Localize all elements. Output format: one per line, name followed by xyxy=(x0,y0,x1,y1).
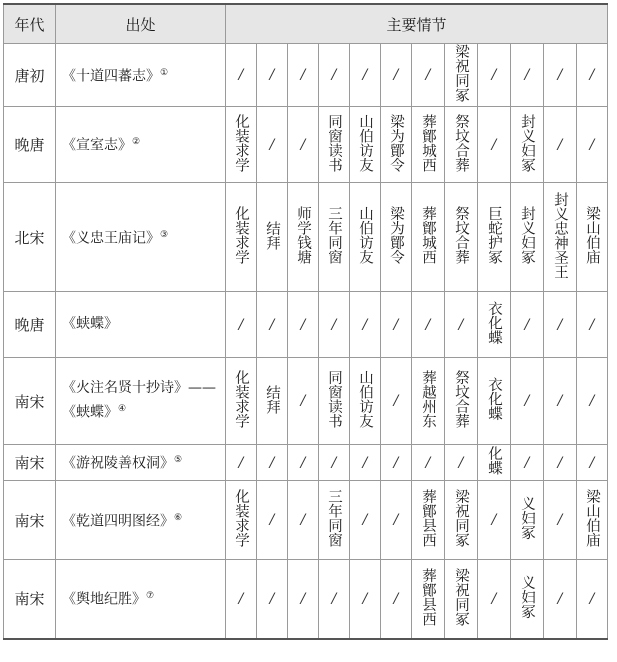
plot-text: 封义妇冢 xyxy=(519,206,535,264)
slash-mark: / xyxy=(238,590,244,607)
slash-mark: / xyxy=(589,316,595,333)
slash-mark: / xyxy=(269,590,275,607)
plot-text: 三年同窗 xyxy=(326,206,342,264)
slash-mark: / xyxy=(393,454,399,471)
slash-mark: / xyxy=(300,67,306,83)
empty-plot-cell xyxy=(544,107,577,183)
source-cell xyxy=(56,481,226,560)
plot-text: 梁为鄮令 xyxy=(388,113,404,172)
plot-cell xyxy=(412,358,445,445)
plot-text: 祭坟合葬 xyxy=(453,370,469,428)
empty-plot-cell xyxy=(288,107,319,183)
header-era: 年代 xyxy=(4,4,56,44)
footnote-marker: ④ xyxy=(118,404,127,415)
empty-plot-cell xyxy=(412,44,445,107)
slash-mark: / xyxy=(589,136,595,153)
empty-plot-cell xyxy=(511,445,544,481)
slash-mark: / xyxy=(362,590,368,607)
plot-text: 山伯访友 xyxy=(357,370,373,428)
plot-cell xyxy=(319,183,350,292)
era-cell: 唐初 xyxy=(4,44,56,107)
table-row xyxy=(4,183,608,292)
slash-mark: / xyxy=(362,67,368,83)
plot-cell xyxy=(445,183,478,292)
plot-cell xyxy=(478,292,511,358)
empty-plot-cell xyxy=(381,44,412,107)
plot-cell xyxy=(511,107,544,183)
empty-plot-cell xyxy=(511,358,544,445)
plot-text: 三年同窗 xyxy=(326,489,342,547)
slash-mark: / xyxy=(524,67,530,83)
plot-text: 梁山伯庙 xyxy=(584,206,600,264)
slash-mark: / xyxy=(589,590,595,607)
plot-text: 结拜 xyxy=(264,220,280,250)
source-title: 《火注名贤十抄诗》—— xyxy=(62,380,216,397)
slash-mark: / xyxy=(238,67,244,83)
slash-mark: / xyxy=(491,590,497,607)
slash-mark: / xyxy=(300,393,306,409)
empty-plot-cell xyxy=(412,292,445,358)
plot-cell xyxy=(511,183,544,292)
footnote-marker: ③ xyxy=(160,229,169,240)
slash-mark: / xyxy=(557,590,563,607)
slash-mark: / xyxy=(425,454,431,471)
table-row xyxy=(4,292,608,358)
plot-text: 封义忠神圣王 xyxy=(552,191,568,279)
empty-plot-cell xyxy=(350,481,381,560)
empty-plot-cell xyxy=(288,481,319,560)
empty-plot-cell xyxy=(544,292,577,358)
empty-plot-cell xyxy=(445,445,478,481)
empty-plot-cell xyxy=(319,560,350,639)
plot-text: 衣化蝶 xyxy=(486,377,502,421)
slash-mark: / xyxy=(458,454,464,471)
table-row xyxy=(4,445,608,481)
plot-cell xyxy=(257,358,288,445)
empty-plot-cell xyxy=(381,445,412,481)
empty-plot-cell xyxy=(544,44,577,107)
empty-plot-cell xyxy=(381,481,412,560)
plot-cell xyxy=(319,107,350,183)
plot-cell xyxy=(226,481,257,560)
plot-cell xyxy=(319,358,350,445)
plot-text: 葬越州东 xyxy=(420,370,436,428)
slash-mark: / xyxy=(557,393,563,409)
plot-cell xyxy=(478,358,511,445)
slash-mark: / xyxy=(393,67,399,83)
plot-cell xyxy=(350,358,381,445)
empty-plot-cell xyxy=(226,44,257,107)
era-cell: 北宋 xyxy=(4,183,56,292)
header-source: 出处 xyxy=(56,4,226,44)
empty-plot-cell xyxy=(544,481,577,560)
plot-cell xyxy=(381,107,412,183)
slash-mark: / xyxy=(425,67,431,83)
plot-cell xyxy=(226,183,257,292)
plot-cell xyxy=(319,481,350,560)
plot-cell xyxy=(445,358,478,445)
slash-mark: / xyxy=(557,454,563,471)
table-row xyxy=(4,107,608,183)
empty-plot-cell xyxy=(288,292,319,358)
source-cell xyxy=(56,292,226,358)
plot-text: 梁祝同冢 xyxy=(453,44,469,102)
empty-plot-cell xyxy=(544,560,577,639)
source-title: 《舆地纪胜》 xyxy=(62,592,146,609)
empty-plot-cell xyxy=(257,445,288,481)
slash-mark: / xyxy=(331,454,337,471)
header-row xyxy=(4,4,608,44)
plot-text: 封义妇冢 xyxy=(519,113,535,172)
plot-cell xyxy=(511,481,544,560)
source-title: 《十道四蕃志》 xyxy=(62,68,160,85)
plot-text: 同窗读书 xyxy=(326,113,342,172)
empty-plot-cell xyxy=(257,292,288,358)
plot-text: 葬鄮县西 xyxy=(420,489,436,547)
source-title: 《乾道四明图经》 xyxy=(62,513,174,530)
empty-plot-cell xyxy=(478,107,511,183)
plot-cell xyxy=(226,358,257,445)
footnote-marker: ⑦ xyxy=(146,591,155,602)
plot-cell xyxy=(511,560,544,639)
slash-mark: / xyxy=(458,316,464,333)
slash-mark: / xyxy=(491,136,497,153)
empty-plot-cell xyxy=(544,445,577,481)
source-title: 《宣室志》 xyxy=(62,137,132,154)
empty-plot-cell xyxy=(577,107,608,183)
plot-cell xyxy=(412,560,445,639)
footnote-marker: ① xyxy=(160,67,169,78)
plot-text: 山伯访友 xyxy=(357,206,373,264)
slash-mark: / xyxy=(269,67,275,83)
plot-cell xyxy=(412,107,445,183)
table-row xyxy=(4,560,608,639)
plot-text: 梁祝同冢 xyxy=(453,489,469,547)
slash-mark: / xyxy=(557,512,563,528)
slash-mark: / xyxy=(557,136,563,153)
slash-mark: / xyxy=(331,590,337,607)
plot-text: 祭坟合葬 xyxy=(453,113,469,172)
plot-text: 葬鄮城西 xyxy=(420,206,436,264)
slash-mark: / xyxy=(393,316,399,333)
slash-mark: / xyxy=(491,67,497,83)
empty-plot-cell xyxy=(445,292,478,358)
slash-mark: / xyxy=(491,512,497,528)
plot-text: 结拜 xyxy=(264,384,280,414)
era-cell: 南宋 xyxy=(4,358,56,445)
slash-mark: / xyxy=(269,512,275,528)
slash-mark: / xyxy=(300,590,306,607)
empty-plot-cell xyxy=(544,358,577,445)
era-cell: 南宋 xyxy=(4,481,56,560)
plot-text: 巨蛇护冢 xyxy=(486,206,502,264)
plot-cell xyxy=(445,560,478,639)
empty-plot-cell xyxy=(319,44,350,107)
plot-text: 义妇冢 xyxy=(519,496,535,540)
empty-plot-cell xyxy=(577,560,608,639)
plot-text: 葬鄮城西 xyxy=(420,113,436,172)
plot-cell xyxy=(381,183,412,292)
era-cell: 晚唐 xyxy=(4,107,56,183)
empty-plot-cell xyxy=(257,44,288,107)
header-main-plot: 主要情节 xyxy=(226,4,608,44)
plot-text: 衣化蝶 xyxy=(486,300,502,345)
footnote-marker: ⑤ xyxy=(174,455,183,466)
era-cell: 晚唐 xyxy=(4,292,56,358)
slash-mark: / xyxy=(362,454,368,471)
empty-plot-cell xyxy=(288,44,319,107)
source-cell xyxy=(56,44,226,107)
empty-plot-cell xyxy=(257,560,288,639)
plot-cell xyxy=(257,183,288,292)
plot-text: 梁为鄮令 xyxy=(388,206,404,264)
source-cell xyxy=(56,560,226,639)
slash-mark: / xyxy=(557,316,563,333)
slash-mark: / xyxy=(269,136,275,153)
footnote-marker: ② xyxy=(132,137,141,148)
plot-text: 山伯访友 xyxy=(357,113,373,172)
slash-mark: / xyxy=(524,454,530,471)
plot-text: 化装求学 xyxy=(233,206,249,264)
slash-mark: / xyxy=(300,512,306,528)
plot-cell xyxy=(445,481,478,560)
plot-cell xyxy=(478,445,511,481)
empty-plot-cell xyxy=(350,44,381,107)
empty-plot-cell xyxy=(226,445,257,481)
source-title: 《蛱蝶》 xyxy=(62,316,118,332)
slash-mark: / xyxy=(331,67,337,83)
empty-plot-cell xyxy=(288,358,319,445)
plot-text: 同窗读书 xyxy=(326,370,342,428)
empty-plot-cell xyxy=(226,292,257,358)
plot-cell xyxy=(544,183,577,292)
plot-text: 化装求学 xyxy=(233,489,249,547)
empty-plot-cell xyxy=(511,44,544,107)
plot-text: 祭坟合葬 xyxy=(453,206,469,264)
plot-cell xyxy=(412,481,445,560)
source-title: 《蛱蝶》 xyxy=(62,404,118,421)
slash-mark: / xyxy=(524,393,530,409)
slash-mark: / xyxy=(269,316,275,333)
empty-plot-cell xyxy=(478,560,511,639)
slash-mark: / xyxy=(393,512,399,528)
plot-text: 葬鄮县西 xyxy=(420,567,436,626)
plot-cell xyxy=(226,107,257,183)
empty-plot-cell xyxy=(478,44,511,107)
source-cell xyxy=(56,358,226,445)
empty-plot-cell xyxy=(288,560,319,639)
era-cell: 南宋 xyxy=(4,560,56,639)
empty-plot-cell xyxy=(350,292,381,358)
slash-mark: / xyxy=(557,67,563,83)
empty-plot-cell xyxy=(288,445,319,481)
empty-plot-cell xyxy=(577,292,608,358)
empty-plot-cell xyxy=(319,445,350,481)
empty-plot-cell xyxy=(257,481,288,560)
slash-mark: / xyxy=(589,454,595,471)
plot-text: 化蝶 xyxy=(486,446,502,475)
plot-text: 梁山伯庙 xyxy=(584,489,600,547)
slash-mark: / xyxy=(238,316,244,333)
slash-mark: / xyxy=(524,316,530,333)
table-row xyxy=(4,481,608,560)
plot-cell xyxy=(412,183,445,292)
empty-plot-cell xyxy=(511,292,544,358)
plot-cell xyxy=(350,183,381,292)
slash-mark: / xyxy=(331,316,337,333)
source-title: 《游祝陵善权洞》 xyxy=(62,455,174,472)
source-title: 《义忠王庙记》 xyxy=(62,230,160,247)
plot-text: 义妇冢 xyxy=(519,575,535,619)
slash-mark: / xyxy=(300,316,306,333)
empty-plot-cell xyxy=(381,560,412,639)
empty-plot-cell xyxy=(381,292,412,358)
footnote-marker: ⑥ xyxy=(174,512,183,523)
plot-cell xyxy=(445,107,478,183)
source-cell xyxy=(56,445,226,481)
empty-plot-cell xyxy=(412,445,445,481)
slash-mark: / xyxy=(362,512,368,528)
plot-cell xyxy=(478,183,511,292)
era-cell: 南宋 xyxy=(4,445,56,481)
slash-mark: / xyxy=(269,454,275,471)
slash-mark: / xyxy=(300,136,306,153)
plot-cell xyxy=(577,183,608,292)
plot-cell xyxy=(445,44,478,107)
plot-text: 师学钱塘 xyxy=(295,206,311,264)
source-cell xyxy=(56,107,226,183)
slash-mark: / xyxy=(300,454,306,471)
plot-text: 化装求学 xyxy=(233,113,249,172)
slash-mark: / xyxy=(362,316,368,333)
plot-cell xyxy=(350,107,381,183)
plot-cell xyxy=(577,481,608,560)
empty-plot-cell xyxy=(577,44,608,107)
empty-plot-cell xyxy=(257,107,288,183)
table-row xyxy=(4,44,608,107)
empty-plot-cell xyxy=(350,445,381,481)
empty-plot-cell xyxy=(577,445,608,481)
slash-mark: / xyxy=(425,316,431,333)
plot-text: 梁祝同冢 xyxy=(453,567,469,626)
slash-mark: / xyxy=(589,67,595,83)
empty-plot-cell xyxy=(478,481,511,560)
plot-cell xyxy=(288,183,319,292)
empty-plot-cell xyxy=(577,358,608,445)
table-body xyxy=(4,44,608,639)
plot-text: 化装求学 xyxy=(233,370,249,428)
empty-plot-cell xyxy=(226,560,257,639)
slash-mark: / xyxy=(393,393,399,409)
slash-mark: / xyxy=(238,454,244,471)
plot-comparison-table xyxy=(3,3,608,640)
empty-plot-cell xyxy=(319,292,350,358)
slash-mark: / xyxy=(589,393,595,409)
empty-plot-cell xyxy=(350,560,381,639)
empty-plot-cell xyxy=(381,358,412,445)
table-row xyxy=(4,358,608,445)
source-cell xyxy=(56,183,226,292)
slash-mark: / xyxy=(393,590,399,607)
